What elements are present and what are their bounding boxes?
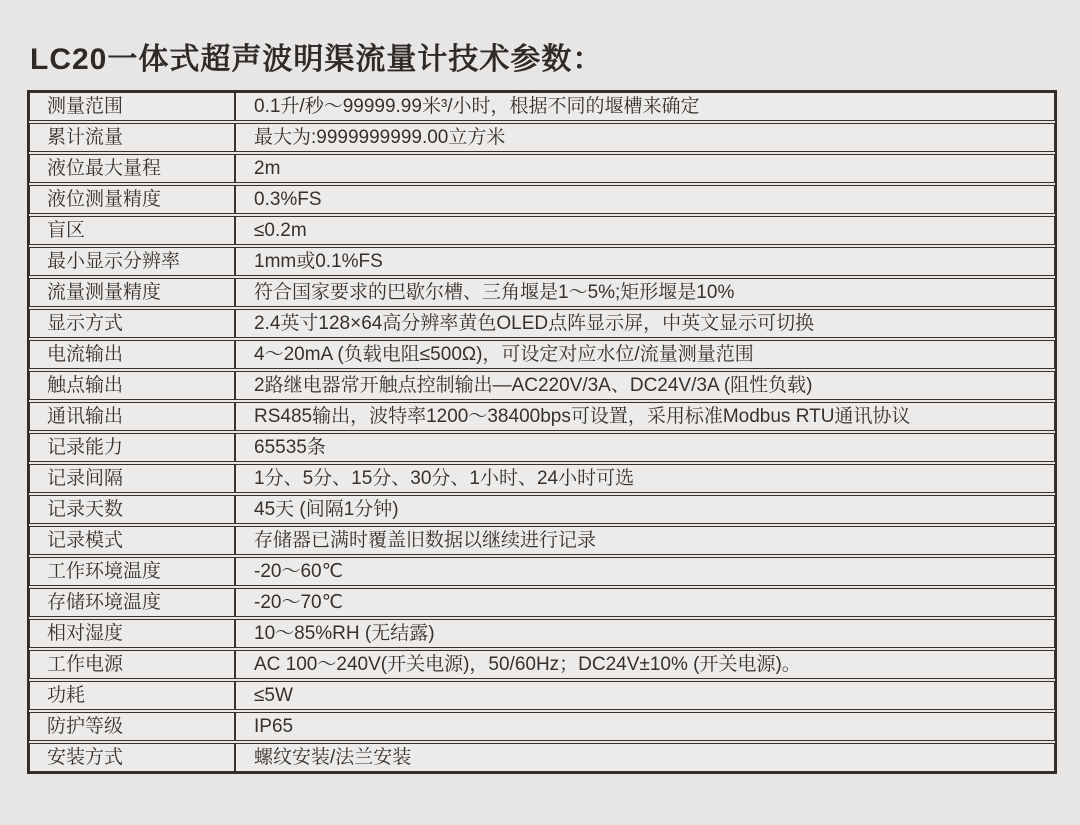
table-row <box>29 712 1055 741</box>
spec-value: RS485输出，波特率1200～38400bps可设置，采用标准Modbus RTU通讯协议 <box>254 406 911 427</box>
table-row <box>29 371 1055 400</box>
table-row <box>29 495 1055 524</box>
spec-value: AC 100～240V(开关电源)，50/60Hz；DC24V±10% (开关电源)。 <box>254 654 801 675</box>
spec-label: 流量测量精度 <box>30 279 236 306</box>
spec-label: 累计流量 <box>30 124 236 151</box>
spec-value: 符合国家要求的巴歇尔槽、三角堰是1～5%;矩形堰是10% <box>254 282 735 303</box>
spec-label: 安装方式 <box>30 744 236 771</box>
spec-value: 螺纹安装/法兰安装 <box>254 747 412 768</box>
spec-label: 工作电源 <box>30 651 236 678</box>
spec-value: 2路继电器常开触点控制输出—AC220V/3A、DC24V/3A (阻性负载) <box>254 375 813 396</box>
table-row <box>29 278 1055 307</box>
spec-label: 存储环境温度 <box>30 589 236 616</box>
table-row <box>29 309 1055 338</box>
spec-label: 触点输出 <box>30 372 236 399</box>
spec-label: 测量范围 <box>30 93 236 120</box>
table-row <box>29 92 1055 121</box>
spec-value: 10～85%RH (无结露) <box>254 623 435 644</box>
spec-label: 记录间隔 <box>30 465 236 492</box>
spec-label: 记录能力 <box>30 434 236 461</box>
table-row <box>29 650 1055 679</box>
spec-value: 0.1升/秒～99999.99米³/小时，根据不同的堰槽来确定 <box>254 96 700 117</box>
spec-value: 最大为:9999999999.00立方米 <box>254 127 506 148</box>
spec-value: -20～60℃ <box>254 561 343 582</box>
spec-label: 相对湿度 <box>30 620 236 647</box>
spec-label: 液位测量精度 <box>30 186 236 213</box>
spec-label: 防护等级 <box>30 713 236 740</box>
page-title: LC20一体式超声波明渠流量计技术参数： <box>30 43 604 77</box>
spec-value: -20～70℃ <box>254 592 343 613</box>
spec-label: 液位最大量程 <box>30 155 236 182</box>
spec-value: 65535条 <box>254 437 326 458</box>
spec-label: 工作环境温度 <box>30 558 236 585</box>
table-row <box>29 216 1055 245</box>
spec-table <box>27 90 1057 774</box>
table-row <box>29 123 1055 152</box>
table-row <box>29 154 1055 183</box>
spec-label: 通讯输出 <box>30 403 236 430</box>
spec-label: 记录模式 <box>30 527 236 554</box>
spec-value: 45天 (间隔1分钟) <box>254 499 399 520</box>
table-row <box>29 402 1055 431</box>
spec-value: ≤5W <box>254 685 293 706</box>
spec-label: 电流输出 <box>30 341 236 368</box>
table-row <box>29 619 1055 648</box>
spec-value: 0.3%FS <box>254 189 322 210</box>
table-row <box>29 433 1055 462</box>
table-row <box>29 340 1055 369</box>
spec-value: 4～20mA (负载电阻≤500Ω)，可设定对应水位/流量测量范围 <box>254 344 754 365</box>
table-row <box>29 247 1055 276</box>
spec-value: IP65 <box>254 716 294 737</box>
table-row <box>29 464 1055 493</box>
spec-label: 显示方式 <box>30 310 236 337</box>
spec-value: 2.4英寸128×64高分辨率黄色OLED点阵显示屏，中英文显示可切换 <box>254 313 815 334</box>
spec-value: 1分、5分、15分、30分、1小时、24小时可选 <box>254 468 635 489</box>
spec-label: 盲区 <box>30 217 236 244</box>
spec-value: ≤0.2m <box>254 220 307 241</box>
spec-value: 2m <box>254 158 281 179</box>
spec-label: 功耗 <box>30 682 236 709</box>
spec-value: 存储器已满时覆盖旧数据以继续进行记录 <box>254 530 597 551</box>
table-row <box>29 526 1055 555</box>
spec-value: 1mm或0.1%FS <box>254 251 383 272</box>
table-row <box>29 557 1055 586</box>
spec-label: 记录天数 <box>30 496 236 523</box>
table-row <box>29 588 1055 617</box>
spec-label: 最小显示分辨率 <box>30 248 236 275</box>
table-row <box>29 743 1055 772</box>
table-row <box>29 681 1055 710</box>
table-row <box>29 185 1055 214</box>
